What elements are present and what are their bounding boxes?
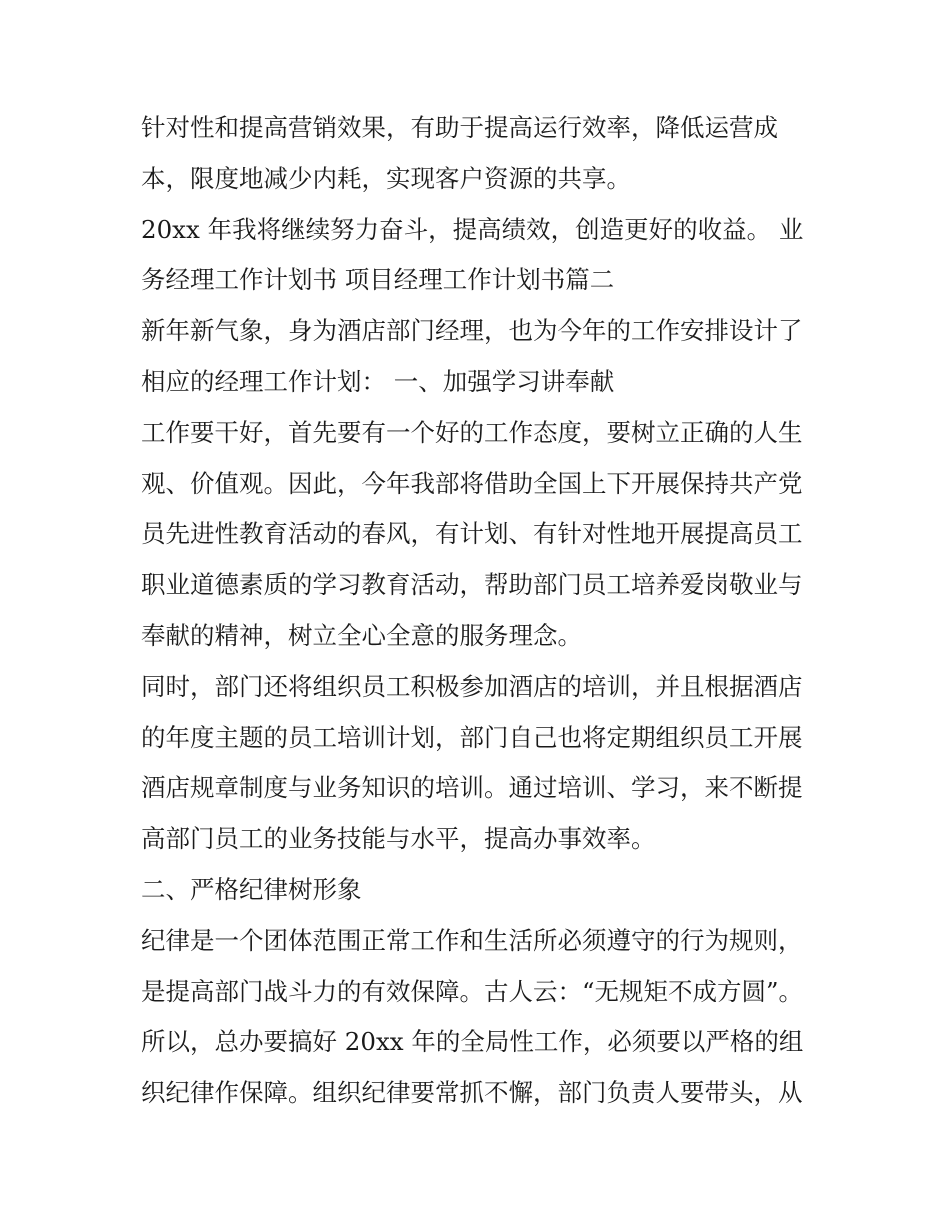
- section-heading: 二、严格纪律树形象: [141, 874, 362, 904]
- text-line: 员先进性教育活动的春风，有计划、有针对性地开展提高员工: [141, 519, 803, 549]
- text-line: 奉献的精神，树立全心全意的服务理念。: [141, 620, 582, 650]
- text-line: 工作要干好，首先要有一个好的工作态度，要树立正确的人生: [141, 417, 803, 447]
- text-line: 的年度主题的员工培训计划，部门自己也将定期组织员工开展: [141, 722, 803, 752]
- text-line: 所以，总办要搞好 20xx 年的全局性工作，必须要以严格的组: [141, 1027, 804, 1057]
- text-line: 务经理工作计划书 项目经理工作计划书篇二: [141, 265, 615, 295]
- text-line: 新年新气象，身为酒店部门经理，也为今年的工作安排设计了: [141, 316, 803, 346]
- text-line: 是提高部门战斗力的有效保障。古人云：“无规矩不成方圆”。: [141, 976, 804, 1006]
- document-body: [141, 103, 821, 1119]
- text-line: 纪律是一个团体范围正常工作和生活所必须遵守的行为规则，: [141, 925, 803, 955]
- text-line: 本，限度地减少内耗，实现客户资源的共享。: [141, 163, 631, 193]
- text-line: 20xx 年我将继续努力奋斗，提高绩效，创造更好的收益。 业: [141, 214, 804, 244]
- text-line: 相应的经理工作计划： 一、加强学习讲奉献: [141, 366, 615, 396]
- text-line: 职业道德素质的学习教育活动，帮助部门员工培养爱岗敬业与: [141, 570, 803, 600]
- text-line: 同时，部门还将组织员工积极参加酒店的培训，并且根据酒店: [141, 671, 803, 701]
- text-line: 酒店规章制度与业务知识的培训。通过培训、学习，来不断提: [141, 773, 803, 803]
- text-line: 织纪律作保障。组织纪律要常抓不懈，部门负责人要带头，从: [141, 1078, 803, 1108]
- text-line: 针对性和提高营销效果，有助于提高运行效率，降低运营成: [141, 113, 778, 142]
- text-line: 高部门员工的业务技能与水平，提高办事效率。: [141, 824, 656, 854]
- text-line: 观、价值观。因此，今年我部将借助全国上下开展保持共产党: [141, 468, 803, 498]
